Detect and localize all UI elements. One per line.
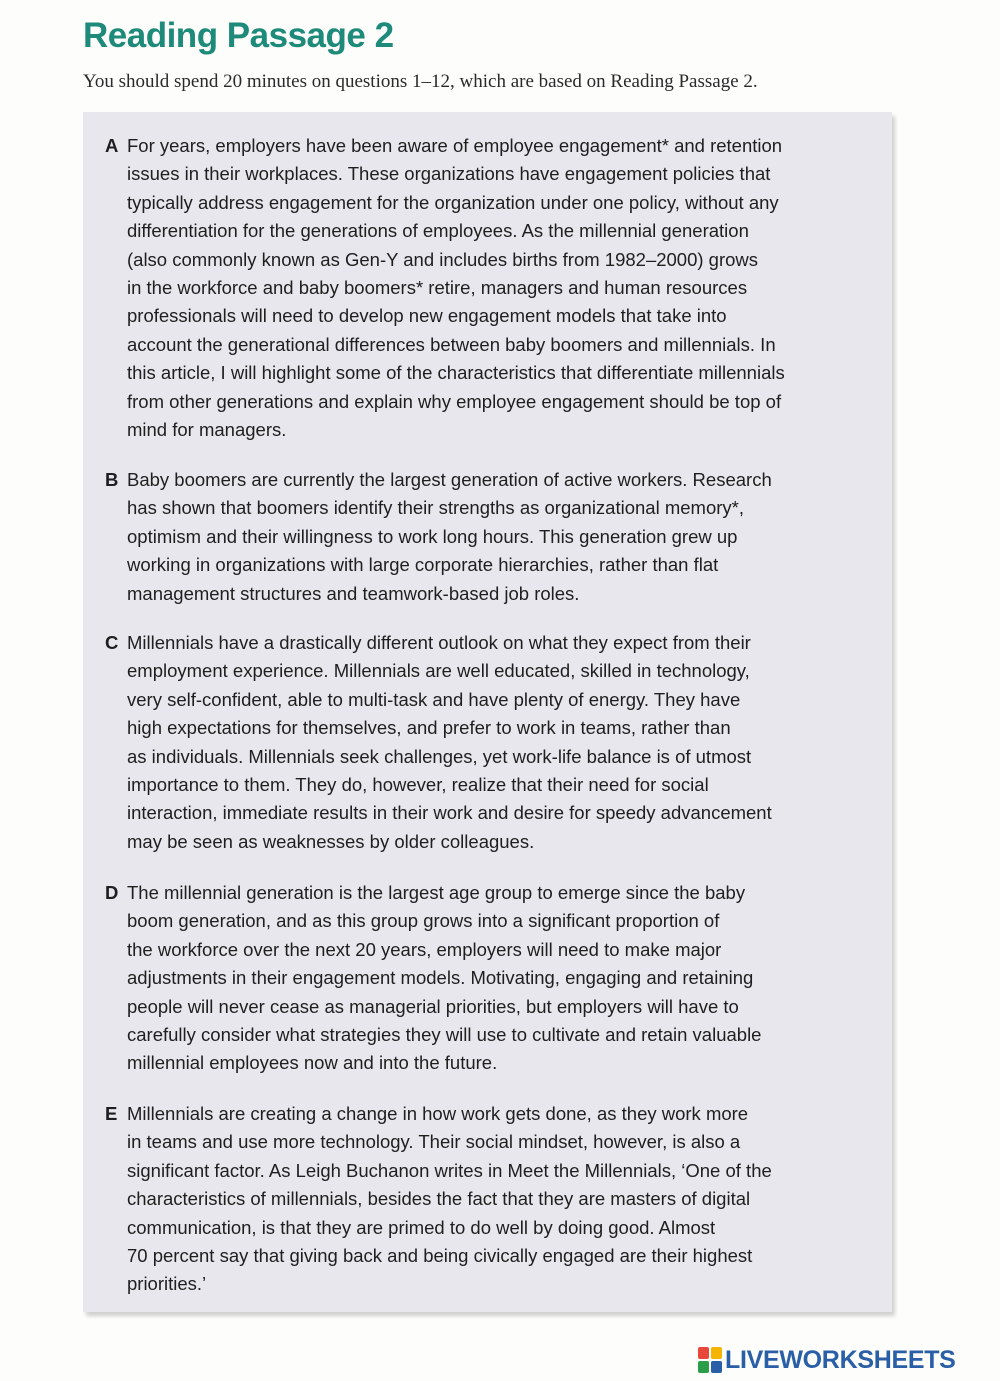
text-line: the workforce over the next 20 years, employers will need to make major — [127, 938, 722, 960]
text-line: account the generational differences between baby boomers and millennials. In — [127, 333, 776, 355]
text-line: boom generation, and as this group grows into a significant proportion of — [127, 910, 720, 932]
logo-square — [711, 1347, 722, 1359]
text-line: priorities.’ — [127, 1273, 207, 1295]
logo-text: LIVEWORKSHEETS — [725, 1345, 956, 1374]
paragraph-letter: B — [105, 469, 119, 490]
text-line: mind for managers. — [127, 419, 287, 441]
text-line: as individuals. Millennials seek challenges, yet work-life balance is of utmost — [127, 745, 752, 767]
text-line: The millennial generation is the largest age group to emerge since the baby — [127, 882, 746, 903]
text-line: employment experience. Millennials are well educated, skilled in technology, — [127, 660, 750, 682]
paragraph-text — [127, 629, 887, 856]
text-line: this article, I will highlight some of the characteristics that differentiate millennials — [127, 362, 785, 384]
reading-passage — [83, 112, 892, 1312]
instruction-text: You should spend 20 minutes on questions 1–12, which are based on Reading Passage 2. — [83, 71, 758, 92]
text-line: differentiation for the generations of employees. As the millennial generation — [127, 220, 749, 242]
liveworksheets-logo — [698, 1345, 956, 1375]
paragraph-letter: C — [105, 632, 119, 653]
text-line: management structures and teamwork-based job roles. — [127, 582, 580, 604]
text-line: typically address engagement for the organization under one policy, without any — [127, 191, 779, 213]
text-line: communication, is that they are primed to do well by doing good. Almost — [127, 1216, 716, 1238]
logo-square — [698, 1347, 709, 1359]
text-line: high expectations for themselves, and prefer to work in teams, rather than — [127, 717, 731, 739]
text-line: carefully consider what strategies they will use to cultivate and retain valuable — [127, 1024, 762, 1046]
text-line: optimism and their willingness to work long hours. This generation grew up — [127, 525, 738, 547]
text-line: significant factor. As Leigh Buchanon writes in Meet the Millennials, ‘One of the — [127, 1159, 772, 1181]
paragraph-text — [127, 879, 887, 1078]
text-line: characteristics of millennials, besides the fact that they are masters of digital — [127, 1188, 751, 1210]
logo-squares-icon — [698, 1347, 722, 1373]
text-line: very self-confident, able to multi-task and have plenty of energy. They have — [127, 688, 741, 710]
text-line: working in organizations with large corporate hierarchies, rather than flat — [127, 554, 719, 576]
text-line: in teams and use more technology. Their social mindset, however, is also a — [127, 1131, 741, 1153]
text-line: from other generations and explain why employee engagement should be top of — [127, 390, 782, 412]
text-line: adjustments in their engagement models. Motivating, engaging and retaining — [127, 967, 754, 989]
paragraph-letter: D — [105, 882, 119, 903]
text-line: in the workforce and baby boomers* retire, managers and human resources — [127, 277, 748, 299]
text-line: people will never cease as managerial priorities, but employers will have to — [127, 995, 739, 1017]
text-line: Baby boomers are currently the largest generation of active workers. Research — [127, 469, 772, 490]
paragraph-letter: A — [105, 135, 119, 156]
text-line: may be seen as weaknesses by older colleagues. — [127, 830, 535, 852]
text-line: importance to them. They do, however, realize that their need for social — [127, 774, 709, 796]
text-line: Millennials have a drastically different outlook on what they expect from their — [127, 632, 751, 653]
text-line: professionals will need to develop new engagement models that take into — [127, 305, 727, 327]
text-line: For years, employers have been aware of employee engagement* and retention — [127, 135, 783, 156]
text-line: 70 percent say that giving back and being civically engaged are their highest — [127, 1245, 753, 1267]
text-line: Millennials are creating a change in how work gets done, as they work more — [127, 1103, 749, 1124]
text-line: interaction, immediate results in their work and desire for speedy advancement — [127, 802, 772, 824]
paragraph-text — [127, 466, 887, 608]
text-line: (also commonly known as Gen-Y and includes births from 1982–2000) grows — [127, 248, 759, 270]
paragraph-letter: E — [105, 1103, 118, 1124]
text-line: millennial employees now and into the future. — [127, 1052, 498, 1074]
text-line: has shown that boomers identify their strengths as organizational memory*, — [127, 497, 744, 519]
paragraph-text — [127, 1100, 887, 1299]
paragraph-text — [127, 132, 887, 444]
text-line: issues in their workplaces. These organizations have engagement policies that — [127, 163, 771, 185]
logo-square — [698, 1361, 709, 1373]
page-title: Reading Passage 2 — [83, 16, 394, 55]
logo-square — [711, 1361, 722, 1373]
